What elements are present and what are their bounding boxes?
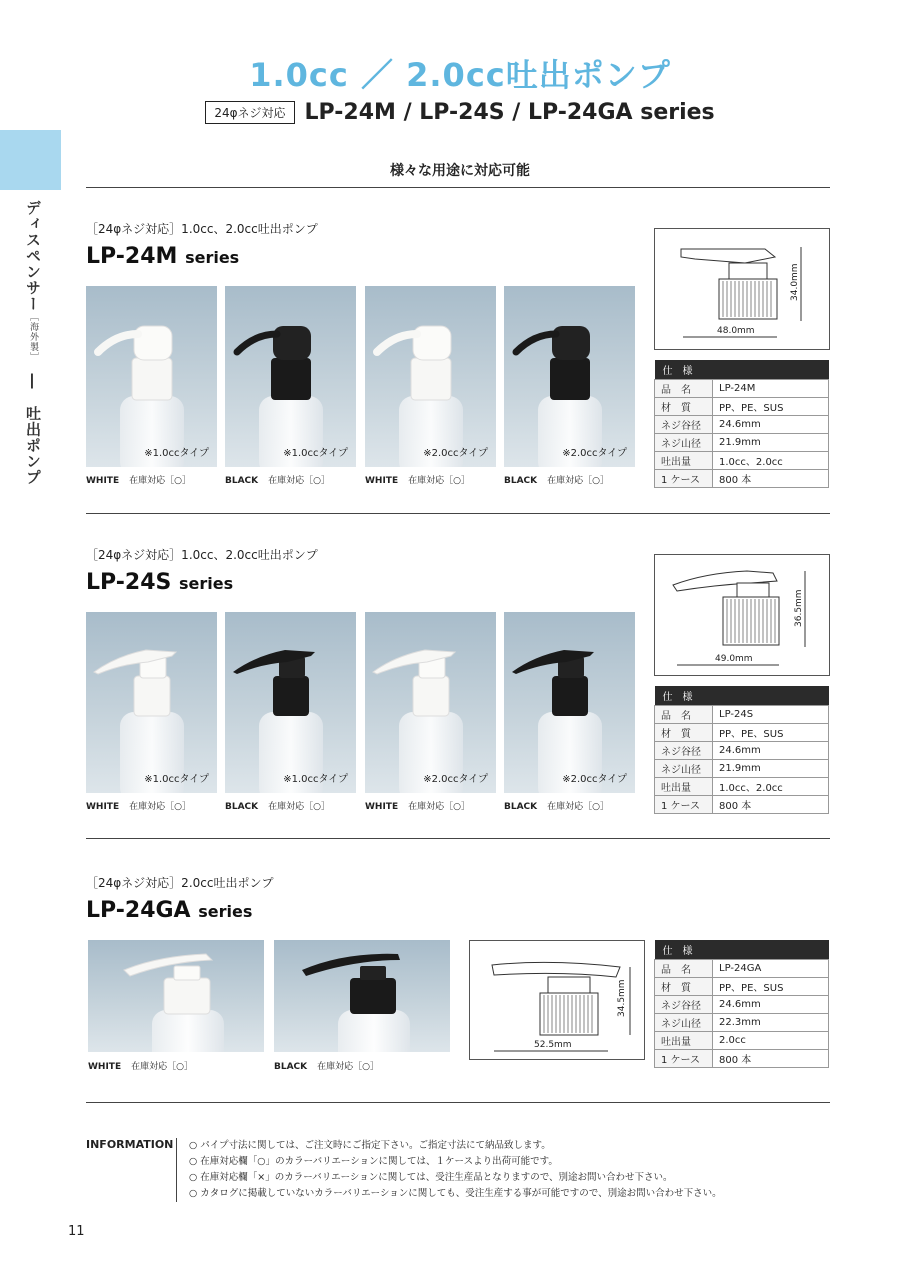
spec-key: 品 名 (655, 960, 713, 978)
photo-caption (504, 473, 609, 486)
model-name: LP-24M (86, 244, 178, 269)
pump-image (504, 612, 635, 793)
product-photo (365, 286, 496, 467)
table-row (655, 742, 829, 760)
pump-image (274, 940, 450, 1052)
table-row (655, 398, 829, 416)
spec-header: 仕 様 (655, 940, 829, 960)
pump-image (504, 286, 635, 467)
thread-badge: 24φネジ対応 (205, 101, 294, 124)
model-suffix: series (185, 248, 240, 267)
sidebar-category (20, 200, 44, 486)
information-notes (176, 1138, 722, 1202)
spec-value: 800 本 (713, 796, 829, 814)
dimension-diagram (654, 228, 830, 350)
stock-status: 在庫対応［○］ (547, 802, 609, 812)
photo-caption (504, 799, 609, 812)
pump-image (365, 286, 496, 467)
sidebar-sub: 吐出ポンプ (24, 405, 42, 486)
photo-caption (274, 1059, 379, 1072)
spec-header-row (655, 360, 829, 380)
spec-value: 21.9mm (713, 760, 829, 778)
table-row (655, 470, 829, 488)
info-line: ○ 在庫対応欄「○」のカラーバリエーションに関しては、１ケースより出荷可能です。 (189, 1156, 558, 1167)
table-row (655, 978, 829, 996)
pump-image (86, 286, 217, 467)
spec-value: 1.0cc、2.0cc (713, 778, 829, 796)
height-dimension: 36.5mm (794, 589, 804, 627)
page-title: 1.0cc ／ 2.0cc吐出ポンプ (249, 56, 671, 94)
photo-note: ※2.0ccタイプ (562, 774, 627, 785)
sidebar-tab (0, 130, 61, 190)
model-name: LP-24GA (86, 898, 191, 923)
color-name: WHITE (365, 802, 399, 812)
page-number: 11 (68, 1224, 85, 1239)
tagline: 様々な用途に対応可能 (390, 163, 530, 179)
photo-note: ※1.0ccタイプ (283, 774, 348, 785)
table-row (655, 416, 829, 434)
photo-caption (365, 799, 470, 812)
information-label: INFORMATION (86, 1138, 174, 1151)
section-title (86, 570, 233, 595)
spec-key: ネジ山径 (655, 1014, 713, 1032)
color-name: BLACK (225, 476, 259, 486)
divider (86, 187, 830, 188)
stock-status: 在庫対応［○］ (317, 1062, 379, 1072)
table-row (655, 960, 829, 978)
spec-table (654, 686, 829, 814)
table-row (655, 1032, 829, 1050)
height-dimension: 34.0mm (790, 263, 800, 301)
stock-status: 在庫対応［○］ (129, 802, 191, 812)
product-photo (88, 940, 264, 1052)
spec-header: 仕 様 (655, 360, 829, 380)
spec-value: 24.6mm (713, 742, 829, 760)
divider (86, 838, 830, 839)
section-label: ［24φネジ対応］1.0cc、2.0cc吐出ポンプ (86, 548, 318, 562)
table-row (655, 996, 829, 1014)
product-photo (274, 940, 450, 1052)
width-dimension: 48.0mm (717, 326, 755, 336)
divider (86, 513, 830, 514)
spec-value: PP、PE、SUS (713, 978, 829, 996)
stock-status: 在庫対応［○］ (408, 476, 470, 486)
color-name: BLACK (504, 476, 538, 486)
photo-caption (225, 799, 330, 812)
info-line: ○ 在庫対応欄「×」のカラーバリエーションに関しては、受注生産品となりますので、別途お問い合わせ下さい。 (189, 1172, 673, 1183)
table-row (655, 380, 829, 398)
spec-key: 吐出量 (655, 452, 713, 470)
spec-key: 1 ケース (655, 1050, 713, 1068)
spec-key: 1 ケース (655, 470, 713, 488)
spec-value: PP、PE、SUS (713, 398, 829, 416)
color-name: BLACK (225, 802, 259, 812)
spec-table (654, 940, 829, 1068)
spec-value: 1.0cc、2.0cc (713, 452, 829, 470)
section-title (86, 898, 252, 923)
table-row (655, 706, 829, 724)
section-label: ［24φネジ対応］2.0cc吐出ポンプ (86, 876, 274, 890)
spec-key: 1 ケース (655, 796, 713, 814)
divider (86, 1102, 830, 1103)
spec-table (654, 360, 829, 488)
stock-status: 在庫対応［○］ (129, 476, 191, 486)
spec-header-row (655, 940, 829, 960)
table-row (655, 760, 829, 778)
model-suffix: series (198, 902, 253, 921)
spec-key: ネジ谷径 (655, 996, 713, 1014)
photo-note: ※2.0ccタイプ (423, 774, 488, 785)
pump-image (225, 612, 356, 793)
product-photo (365, 612, 496, 793)
photo-note: ※1.0ccタイプ (144, 774, 209, 785)
product-photo (504, 612, 635, 793)
table-row (655, 778, 829, 796)
spec-value: 21.9mm (713, 434, 829, 452)
model-suffix: series (179, 574, 234, 593)
spec-key: 材 質 (655, 978, 713, 996)
info-line: ○ カタログに掲載していないカラーバリエーションに関しても、受注生産する事が可能ですので、別途お問い合わせ下さい。 (189, 1188, 722, 1199)
sidebar-origin: ［海外製］ (28, 312, 38, 358)
color-name: WHITE (365, 476, 399, 486)
spec-value: LP-24GA (713, 960, 829, 978)
width-dimension: 52.5mm (534, 1040, 572, 1050)
table-row (655, 796, 829, 814)
photo-caption (86, 799, 191, 812)
photo-caption (225, 473, 330, 486)
sidebar-dash: ― (24, 373, 42, 390)
product-photo (86, 286, 217, 467)
spec-value: LP-24S (713, 706, 829, 724)
color-name: BLACK (504, 802, 538, 812)
spec-key: ネジ山径 (655, 434, 713, 452)
dimension-diagram (469, 940, 645, 1060)
section-title (86, 244, 239, 269)
section-label: ［24φネジ対応］1.0cc、2.0cc吐出ポンプ (86, 222, 318, 236)
product-photo (225, 612, 356, 793)
color-name: WHITE (86, 802, 120, 812)
spec-key: 吐出量 (655, 778, 713, 796)
pump-image (365, 612, 496, 793)
pump-drawing (655, 229, 831, 351)
spec-key: ネジ谷径 (655, 742, 713, 760)
pump-image (86, 612, 217, 793)
photo-note: ※2.0ccタイプ (423, 448, 488, 459)
product-photo (225, 286, 356, 467)
table-row (655, 452, 829, 470)
sidebar-category-label: ディスペンサー (24, 200, 42, 312)
stock-status: 在庫対応［○］ (268, 802, 330, 812)
spec-key: 吐出量 (655, 1032, 713, 1050)
spec-value: PP、PE、SUS (713, 724, 829, 742)
stock-status: 在庫対応［○］ (131, 1062, 193, 1072)
photo-note: ※1.0ccタイプ (283, 448, 348, 459)
pump-image (88, 940, 264, 1052)
spec-value: 24.6mm (713, 416, 829, 434)
table-row (655, 434, 829, 452)
color-name: WHITE (86, 476, 120, 486)
table-row (655, 1014, 829, 1032)
spec-header-row (655, 686, 829, 706)
photo-caption (365, 473, 470, 486)
photo-note: ※1.0ccタイプ (144, 448, 209, 459)
table-row (655, 724, 829, 742)
spec-header: 仕 様 (655, 686, 829, 706)
photo-note: ※2.0ccタイプ (562, 448, 627, 459)
stock-status: 在庫対応［○］ (408, 802, 470, 812)
model-name: LP-24S (86, 570, 172, 595)
spec-key: 材 質 (655, 398, 713, 416)
pump-image (225, 286, 356, 467)
spec-value: 800 本 (713, 1050, 829, 1068)
photo-caption (88, 1059, 193, 1072)
color-name: BLACK (274, 1062, 308, 1072)
spec-key: 品 名 (655, 380, 713, 398)
spec-key: ネジ山径 (655, 760, 713, 778)
series-heading (0, 100, 920, 125)
height-dimension: 34.5mm (617, 979, 627, 1017)
spec-value: 2.0cc (713, 1032, 829, 1050)
stock-status: 在庫対応［○］ (547, 476, 609, 486)
photo-caption (86, 473, 191, 486)
spec-key: 品 名 (655, 706, 713, 724)
product-photo (504, 286, 635, 467)
product-photo (86, 612, 217, 793)
color-name: WHITE (88, 1062, 122, 1072)
spec-key: 材 質 (655, 724, 713, 742)
info-line: ○ パイプ寸法に関しては、ご注文時にご指定下さい。ご指定寸法にて納品致します。 (189, 1140, 551, 1151)
spec-value: 22.3mm (713, 1014, 829, 1032)
pump-drawing (470, 941, 646, 1061)
spec-key: ネジ谷径 (655, 416, 713, 434)
stock-status: 在庫対応［○］ (268, 476, 330, 486)
table-row (655, 1050, 829, 1068)
series-line: LP-24M / LP-24S / LP-24GA series (304, 100, 715, 125)
width-dimension: 49.0mm (715, 654, 753, 664)
spec-value: 24.6mm (713, 996, 829, 1014)
spec-value: 800 本 (713, 470, 829, 488)
spec-value: LP-24M (713, 380, 829, 398)
pump-drawing (655, 555, 831, 677)
dimension-diagram (654, 554, 830, 676)
